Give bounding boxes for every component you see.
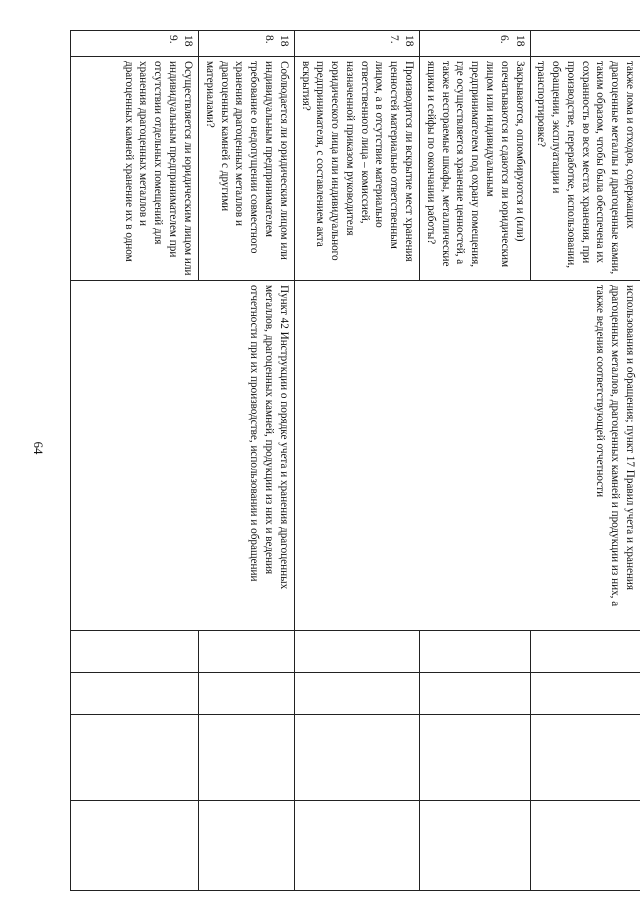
row-number bbox=[530, 31, 640, 57]
checklist-sheet bbox=[85, 30, 640, 890]
answer-cell bbox=[70, 631, 198, 673]
answer-cell bbox=[294, 715, 419, 801]
question-cell: Осуществляется ли юридическим лицом или индивидуальным предпринимателем при отсутствии отдельных помещений для хранения драгоценных металлов и драгоценных камней хранение их в одном bbox=[70, 57, 198, 281]
answer-cell bbox=[198, 673, 294, 715]
table-row bbox=[198, 31, 294, 891]
page-number: 64 bbox=[31, 441, 46, 455]
question-cell: Производится ли вскрытие мест хранения ценностей материально ответственным лицом, а в отсутствие материально ответственного лица – комиссией, назначенной приказом руководителя юридического лица или индивидуального предпринимателя, с составлением акта вскрытия? bbox=[294, 57, 419, 281]
question-cell: Закрываются, опломбируются и (или) опечатываются и сдаются ли юридическим лицом или индивидуальным предпринимателем под охрану помещения, где осуществляется хранение ценностей, а также несгораемые шкафы, металлические ящики и сейфы по окончании работы? bbox=[420, 57, 530, 281]
answer-cell bbox=[198, 715, 294, 801]
answer-cell bbox=[294, 801, 419, 891]
row-number: 187. bbox=[294, 31, 419, 57]
answer-cell bbox=[198, 801, 294, 891]
answer-cell bbox=[198, 631, 294, 673]
answer-cell bbox=[294, 631, 419, 673]
answer-cell bbox=[70, 801, 198, 891]
answer-cell bbox=[420, 631, 530, 673]
reference-cell: Пункт 42 Инструкции о порядке учета и хранения драгоценных металлов, драгоценных камней, продукции из них и ведения отчетности при их производстве, использовании и обращении bbox=[70, 281, 294, 631]
answer-cell bbox=[294, 673, 419, 715]
answer-cell bbox=[70, 673, 198, 715]
question-cell: Соблюдается ли юридическим лицом или индивидуальным предпринимателем требование о недопущении совместного хранения драгоценных металлов и драгоценных камней с другими материалами? bbox=[198, 57, 294, 281]
answer-cell bbox=[420, 715, 530, 801]
answer-cell bbox=[420, 673, 530, 715]
checklist-table bbox=[70, 30, 640, 891]
answer-cell bbox=[530, 715, 640, 801]
answer-cell bbox=[70, 715, 198, 801]
answer-cell bbox=[530, 673, 640, 715]
row-number: 189. bbox=[70, 31, 198, 57]
answer-cell bbox=[530, 631, 640, 673]
reference-cell: использования и обращения; пункт 17 Правил учета и хранения драгоценных металлов, драгоценных камней и продукции из них, а также ведения соответствующей отчетности bbox=[294, 281, 640, 631]
row-number: 188. bbox=[198, 31, 294, 57]
row-number: 186. bbox=[420, 31, 530, 57]
answer-cell bbox=[530, 801, 640, 891]
table-row bbox=[530, 31, 640, 891]
answer-cell bbox=[420, 801, 530, 891]
question-cell: также лома и отходов, содержащих драгоценные металлы и драгоценные камни, таким образом, чтобы была обеспечена их сохранность во всех местах хранения, при производстве, переработке, использовании, обращении, эксплуатации и транспортировке? bbox=[530, 57, 640, 281]
